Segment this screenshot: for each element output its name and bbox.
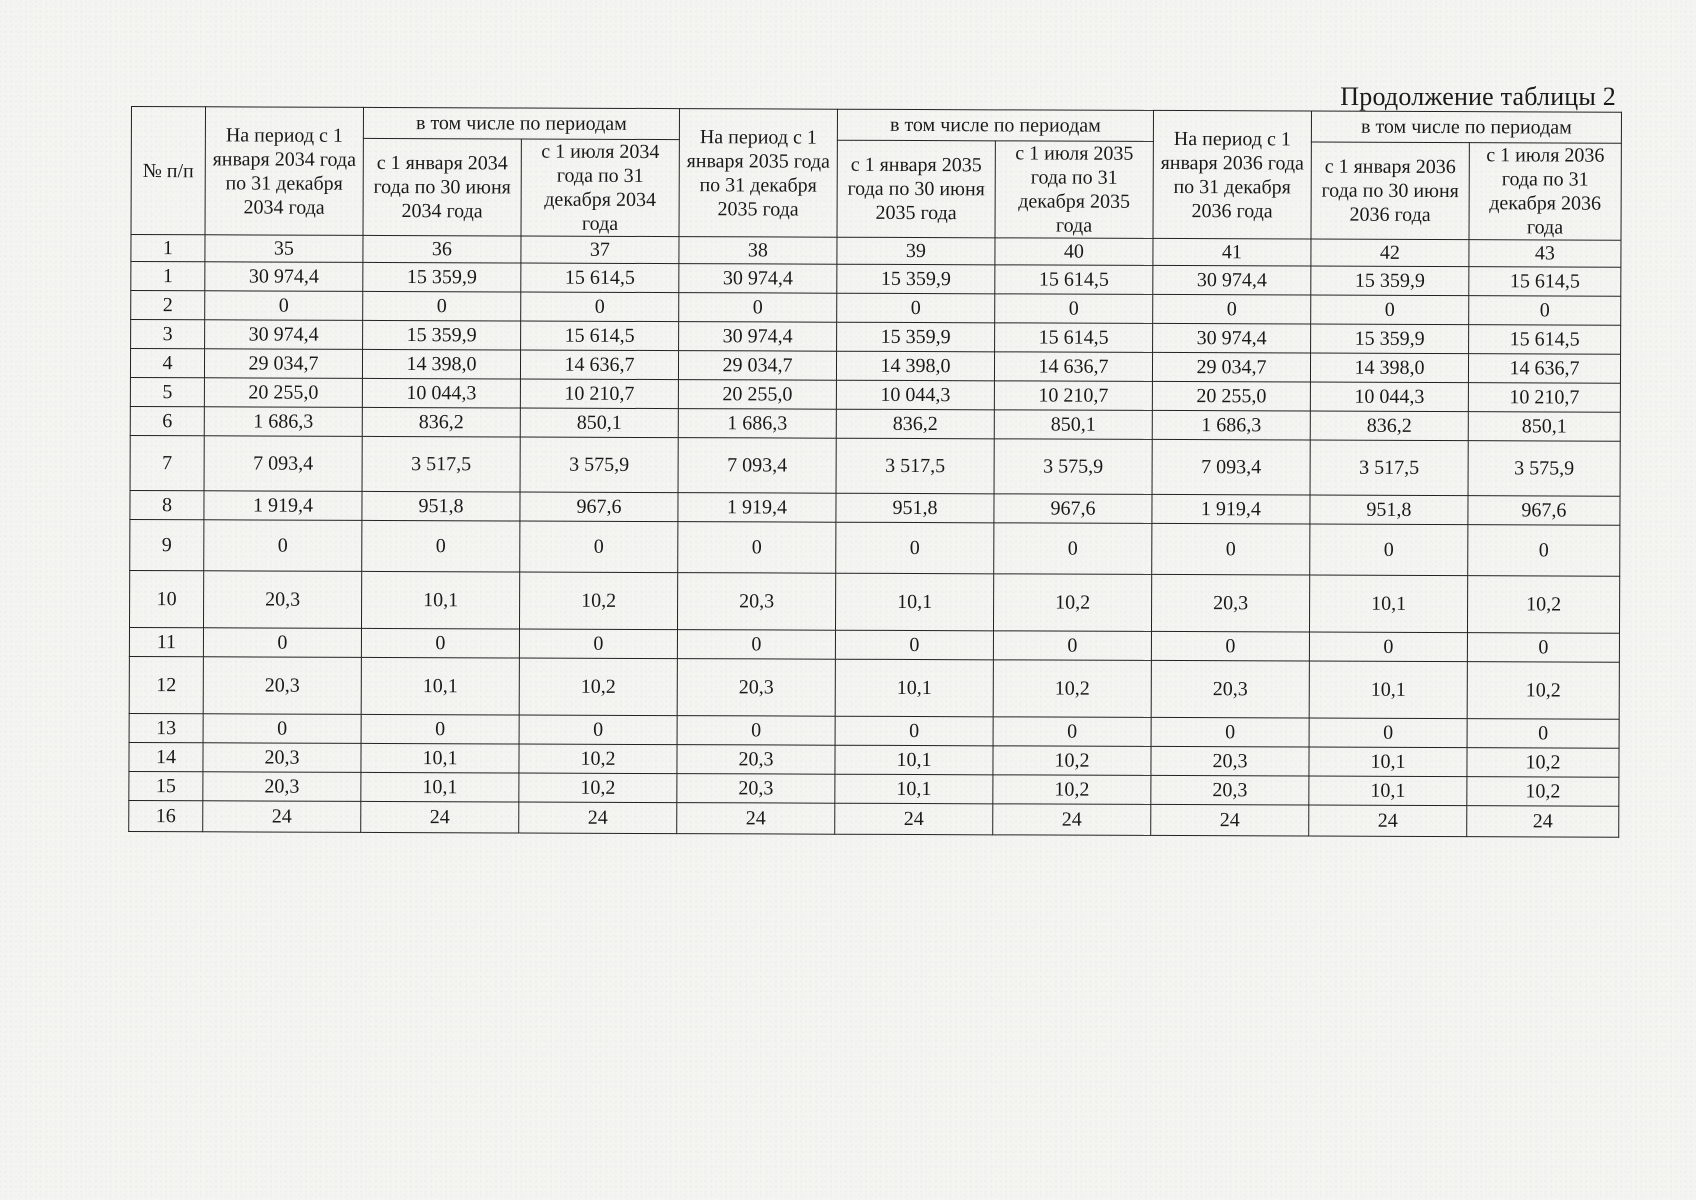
- table-cell: 0: [361, 714, 519, 744]
- header-first-half-2035: с 1 января 2035 года по 30 июня 2035 года: [837, 140, 995, 238]
- table-cell: 0: [679, 293, 837, 323]
- table-cell: 20,3: [1151, 574, 1309, 632]
- table-cell: 0: [203, 628, 361, 658]
- header-total-2034: На период с 1 января 2034 года по 31 декабря 2034 года: [205, 107, 363, 236]
- table-cell: 20,3: [203, 743, 361, 773]
- table-cell: 20,3: [677, 659, 835, 717]
- table-cell: 0: [1151, 717, 1309, 747]
- table-cell: 0: [1153, 294, 1311, 324]
- table-cell: 3 517,5: [362, 436, 520, 492]
- table-cell: 951,8: [362, 491, 520, 521]
- table-cell: 20 255,0: [1152, 381, 1310, 411]
- table-cell: 24: [203, 801, 361, 833]
- column-number-cell: 1: [131, 235, 205, 262]
- table-cell: 10,2: [519, 773, 677, 803]
- header-second-half-2034: с 1 июля 2034 года по 31 декабря 2034 года: [521, 139, 679, 237]
- table-cell: 3 575,9: [994, 439, 1152, 495]
- table-cell: 30 974,4: [679, 264, 837, 294]
- table-cell: 10,2: [993, 574, 1151, 632]
- table-cell: 20,3: [203, 657, 361, 715]
- table-cell: 10 044,3: [836, 380, 994, 410]
- table-cell: 10,2: [519, 658, 677, 716]
- table-cell: 15 614,5: [1469, 325, 1621, 355]
- table-cell: 7 093,4: [678, 438, 836, 494]
- table-cell: 0: [677, 716, 835, 746]
- table-header: [131, 107, 1622, 268]
- table-cell: 10,1: [361, 743, 519, 773]
- table-cell: 10,2: [993, 660, 1151, 718]
- table-cell: 20 255,0: [678, 380, 836, 410]
- table-cell: 1 919,4: [1152, 494, 1310, 524]
- table-cell: 15 614,5: [521, 263, 679, 293]
- table-cell: 24: [1467, 806, 1619, 838]
- table-cell: 0: [1309, 632, 1467, 662]
- table-cell: 10 210,7: [520, 379, 678, 409]
- table-cell: 20,3: [203, 772, 361, 802]
- header-row-number: № п/п: [131, 107, 205, 235]
- table-cell: 10,2: [1467, 576, 1619, 634]
- table-cell: 24: [519, 802, 677, 834]
- table-cell: 15 359,9: [1311, 324, 1469, 354]
- table-cell: 15 359,9: [363, 320, 521, 350]
- table-cell: 0: [995, 294, 1153, 324]
- table-cell: 15 614,5: [521, 321, 679, 351]
- table-cell: 10,1: [1309, 776, 1467, 806]
- table-cell: 0: [677, 630, 835, 660]
- table-caption: Продолжение таблицы 2: [1340, 82, 1616, 111]
- table-cell: 0: [363, 291, 521, 321]
- table-cell: 0: [205, 291, 363, 321]
- table-cell: 10,1: [361, 571, 519, 629]
- table-cell: 10,2: [1467, 748, 1619, 778]
- table-cell: 30 974,4: [679, 322, 837, 352]
- table-cell: 30 974,4: [205, 320, 363, 350]
- table-cell: 3 517,5: [836, 438, 994, 494]
- table-cell: 20,3: [1151, 746, 1309, 776]
- table-cell: 0: [1468, 525, 1620, 577]
- table-cell: 0: [1152, 523, 1310, 575]
- table-cell: 10,2: [519, 744, 677, 774]
- table-cell: 0: [837, 293, 995, 323]
- table-row: [129, 656, 1619, 719]
- row-number-cell: 15: [129, 771, 203, 800]
- table-cell: 0: [361, 628, 519, 658]
- table-cell: 850,1: [520, 408, 678, 438]
- table-cell: 10,2: [993, 746, 1151, 776]
- table-cell: 10 044,3: [1310, 382, 1468, 412]
- table-cell: 24: [993, 804, 1151, 836]
- table-cell: 24: [361, 801, 519, 833]
- row-number-cell: 3: [131, 320, 205, 349]
- table-cell: 14 398,0: [362, 349, 520, 379]
- table-row: [130, 435, 1620, 496]
- table-cell: 967,6: [520, 492, 678, 522]
- table-cell: 0: [204, 520, 362, 572]
- table-cell: 1 686,3: [204, 407, 362, 437]
- table-cell: 1 686,3: [678, 409, 836, 439]
- table-cell: 7 093,4: [1152, 439, 1310, 495]
- header-first-half-2034: с 1 января 2034 года по 30 июня 2034 года: [363, 138, 521, 236]
- table-row: [129, 570, 1619, 633]
- table-cell: 0: [678, 522, 836, 574]
- table-cell: 30 974,4: [1153, 265, 1311, 295]
- table-cell: 29 034,7: [1152, 352, 1310, 382]
- table-cell: 20,3: [203, 571, 361, 629]
- table-cell: 10 210,7: [1468, 383, 1620, 413]
- column-number-cell: 43: [1469, 240, 1621, 268]
- table-cell: 29 034,7: [678, 351, 836, 381]
- table-cell: 0: [521, 292, 679, 322]
- column-number-cell: 37: [521, 236, 679, 264]
- table-cell: 0: [519, 715, 677, 745]
- row-number-cell: 2: [131, 291, 205, 320]
- column-number-cell: 39: [837, 237, 995, 265]
- table-cell: 0: [836, 522, 994, 574]
- header-second-half-2035: с 1 июля 2035 года по 31 декабря 2035 года: [995, 141, 1153, 239]
- row-number-cell: 13: [129, 713, 203, 742]
- table-cell: 0: [519, 629, 677, 659]
- header-second-half-2036: с 1 июля 2036 года по 31 декабря 2036 года: [1469, 143, 1621, 241]
- column-number-cell: 36: [363, 235, 521, 263]
- table-cell: 10 210,7: [994, 381, 1152, 411]
- row-number-cell: 14: [129, 742, 203, 771]
- table-body: [129, 262, 1621, 838]
- table-cell: 0: [993, 717, 1151, 747]
- table-cell: 20 255,0: [204, 378, 362, 408]
- row-number-cell: 8: [130, 490, 204, 519]
- table-cell: 24: [1309, 805, 1467, 837]
- table-cell: 15 614,5: [995, 323, 1153, 353]
- table-cell: 0: [1309, 718, 1467, 748]
- table-cell: 967,6: [1468, 496, 1620, 526]
- table-cell: 14 398,0: [836, 351, 994, 381]
- column-number-cell: 35: [205, 235, 363, 263]
- table-cell: 10,2: [1467, 777, 1619, 807]
- column-number-cell: 42: [1311, 239, 1469, 267]
- table-cell: 0: [203, 714, 361, 744]
- table-cell: 20,3: [1151, 660, 1309, 718]
- table-cell: 20,3: [677, 774, 835, 804]
- table-cell: 10,1: [835, 573, 993, 631]
- table-cell: 0: [993, 631, 1151, 661]
- header-group-2036: в том числе по периодам: [1311, 111, 1621, 143]
- table-cell: 15 359,9: [363, 262, 521, 292]
- table-cell: 29 034,7: [204, 349, 362, 379]
- table-cell: 14 636,7: [520, 350, 678, 380]
- table-cell: 10,1: [361, 657, 519, 715]
- table-cell: 850,1: [1468, 412, 1620, 442]
- table-cell: 951,8: [836, 493, 994, 523]
- table-cell: 850,1: [994, 410, 1152, 440]
- row-number-cell: 1: [131, 262, 205, 291]
- table-cell: 10,1: [835, 774, 993, 804]
- row-number-cell: 16: [129, 800, 203, 831]
- table-cell: 30 974,4: [205, 262, 363, 292]
- table-cell: 24: [677, 803, 835, 835]
- table-cell: 1 919,4: [678, 493, 836, 523]
- table-cell: 0: [835, 716, 993, 746]
- table-cell: 15 614,5: [1469, 267, 1621, 297]
- table-row: [130, 519, 1620, 576]
- table-cell: 0: [1310, 524, 1468, 576]
- table-cell: 0: [1467, 633, 1619, 663]
- row-number-cell: 6: [130, 406, 204, 435]
- row-number-cell: 5: [130, 377, 204, 406]
- table-cell: 20,3: [677, 745, 835, 775]
- header-total-2036: На период с 1 января 2036 года по 31 декабря 2036 года: [1153, 110, 1311, 239]
- table-cell: 0: [1151, 631, 1309, 661]
- table-cell: 0: [1311, 295, 1469, 325]
- table-cell: 0: [1467, 719, 1619, 749]
- table-cell: 10,2: [519, 572, 677, 630]
- table-cell: 0: [1469, 296, 1621, 326]
- header-group-2035: в том числе по периодам: [837, 109, 1153, 141]
- table-cell: 14 398,0: [1310, 353, 1468, 383]
- header-first-half-2036: с 1 января 2036 года по 30 июня 2036 года: [1311, 142, 1469, 240]
- table-cell: 15 614,5: [995, 265, 1153, 295]
- table-cell: 967,6: [994, 494, 1152, 524]
- table-cell: 836,2: [836, 409, 994, 439]
- table-cell: 1 919,4: [204, 491, 362, 521]
- table-cell: 10,1: [1309, 575, 1467, 633]
- row-number-cell: 4: [130, 349, 204, 378]
- table-cell: 15 359,9: [1311, 266, 1469, 296]
- data-table: [128, 106, 1622, 838]
- table-cell: 7 093,4: [204, 436, 362, 492]
- table-cell: 15 359,9: [837, 264, 995, 294]
- table-cell: 24: [1151, 804, 1309, 836]
- row-number-cell: 10: [129, 570, 203, 627]
- table-cell: 3 575,9: [1468, 441, 1620, 497]
- column-number-cell: 41: [1153, 238, 1311, 266]
- table-cell: 3 517,5: [1310, 440, 1468, 496]
- table-cell: 0: [994, 523, 1152, 575]
- row-number-cell: 7: [130, 435, 204, 490]
- table-cell: 15 359,9: [837, 322, 995, 352]
- table-cell: 0: [835, 630, 993, 660]
- table-cell: 0: [362, 520, 520, 572]
- table-cell: 14 636,7: [1468, 354, 1620, 384]
- table-row: [129, 800, 1619, 837]
- table-cell: 10,2: [1467, 662, 1619, 720]
- table-cell: 951,8: [1310, 495, 1468, 525]
- table-cell: 0: [520, 521, 678, 573]
- table-cell: 30 974,4: [1153, 323, 1311, 353]
- header-row-groups: [131, 107, 1621, 144]
- table-cell: 20,3: [1151, 775, 1309, 805]
- table-cell: 10,2: [993, 775, 1151, 805]
- header-total-2035: На период с 1 января 2035 года по 31 декабря 2035 года: [679, 109, 837, 238]
- table-cell: 10,1: [835, 745, 993, 775]
- table-cell: 836,2: [362, 407, 520, 437]
- table-cell: 14 636,7: [994, 352, 1152, 382]
- table-cell: 10,1: [361, 772, 519, 802]
- row-number-cell: 12: [129, 656, 203, 713]
- table-cell: 3 575,9: [520, 437, 678, 493]
- table-cell: 10,1: [835, 659, 993, 717]
- column-number-cell: 40: [995, 238, 1153, 266]
- table-cell: 836,2: [1310, 411, 1468, 441]
- header-group-2034: в том числе по периодам: [363, 107, 679, 139]
- row-number-cell: 9: [130, 519, 204, 570]
- table-cell: 10 044,3: [362, 378, 520, 408]
- column-number-cell: 38: [679, 237, 837, 265]
- table-cell: 10,1: [1309, 747, 1467, 777]
- row-number-cell: 11: [129, 627, 203, 656]
- table-cell: 24: [835, 803, 993, 835]
- table-cell: 10,1: [1309, 661, 1467, 719]
- table-cell: 20,3: [677, 573, 835, 631]
- table-cell: 1 686,3: [1152, 410, 1310, 440]
